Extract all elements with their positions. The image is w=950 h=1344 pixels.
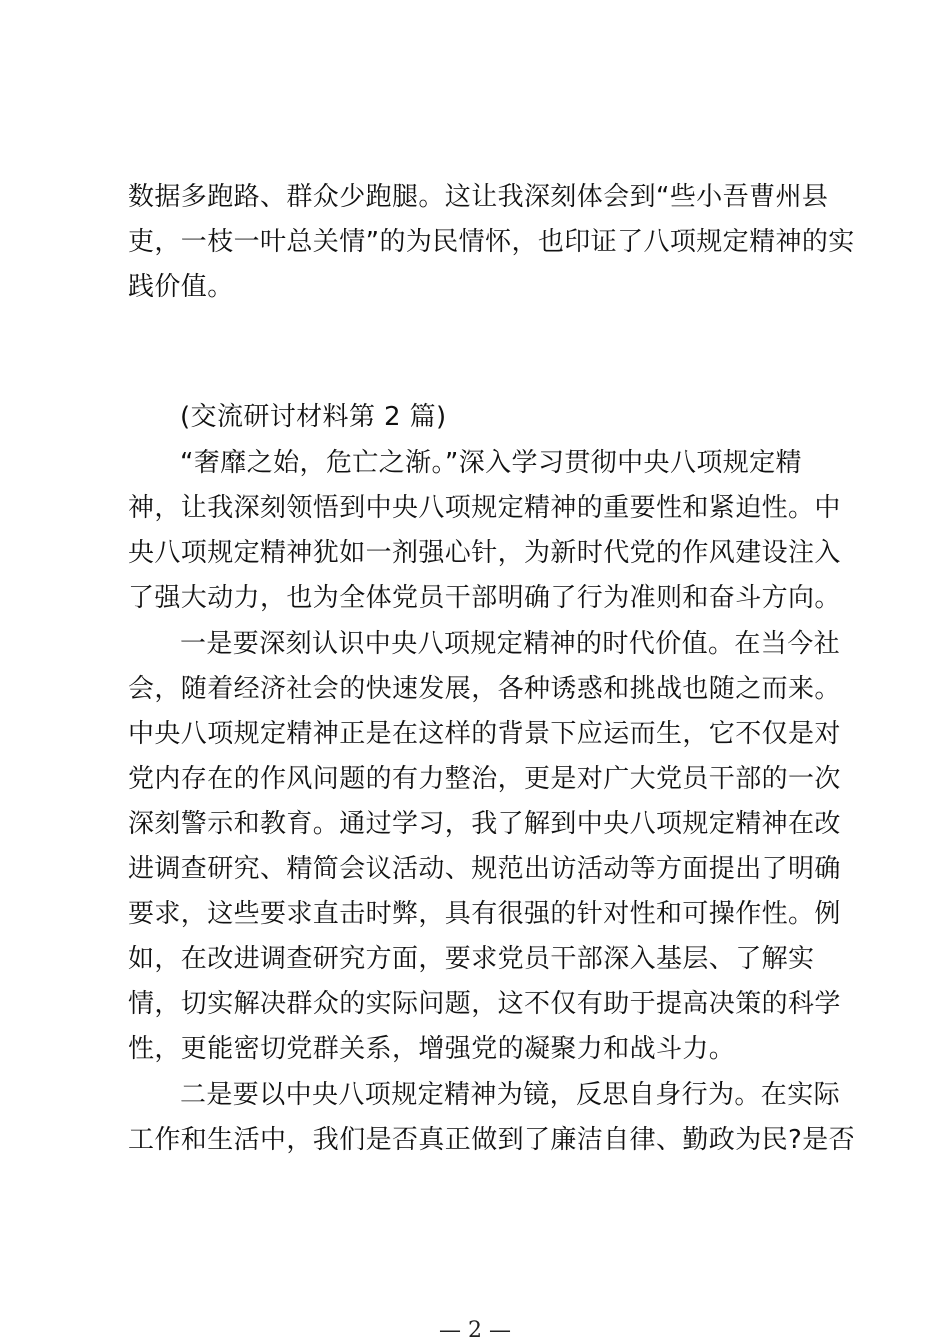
text-line: 二是要以中央八项规定精神为镜，反思自身行为。在实际 <box>180 1080 841 1110</box>
text-line: 践价值。 <box>128 272 234 302</box>
text-line: 中央八项规定精神正是在这样的背景下应运而生，它不仅是对 <box>128 719 841 749</box>
page-number: — 2 — <box>439 1318 511 1343</box>
text-line: 性，更能密切党群关系，增强党的凝聚力和战斗力。 <box>128 1034 736 1064</box>
text-line: 工作和生活中，我们是否真正做到了廉洁自律、勤政为民?是否 <box>128 1125 856 1155</box>
text-line: 神，让我深刻领悟到中央八项规定精神的重要性和紧迫性。中 <box>128 493 841 523</box>
text-line: 如，在改进调查研究方面，要求党员干部深入基层、了解实 <box>128 944 815 974</box>
text-line: 党内存在的作风问题的有力整治，更是对广大党员干部的一次 <box>128 764 841 794</box>
text-line: 要求，这些要求直击时弊，具有很强的针对性和可操作性。例 <box>128 899 841 929</box>
text-line: 深刻警示和教育。通过学习，我了解到中央八项规定精神在改 <box>128 809 841 839</box>
text-line: 情，切实解决群众的实际问题，这不仅有助于提高决策的科学 <box>128 989 841 1019</box>
text-line: “奢靡之始，危亡之渐。”深入学习贯彻中央八项规定精 <box>180 448 802 478</box>
text-line: 会，随着经济社会的快速发展，各种诱惑和挑战也随之而来。 <box>128 674 841 704</box>
text-line: 了强大动力，也为全体党员干部明确了行为准则和奋斗方向。 <box>128 583 841 613</box>
text-line: 数据多跑路、群众少跑腿。这让我深刻体会到“些小吾曹州县 <box>128 182 829 212</box>
text-line: 吏，一枝一叶总关情”的为民情怀，也印证了八项规定精神的实 <box>128 227 855 257</box>
section-heading: (交流研讨材料第 2 篇) <box>180 402 447 432</box>
text-line: 央八项规定精神犹如一剂强心针，为新时代党的作风建设注入 <box>128 538 841 568</box>
text-line: 进调查研究、精简会议活动、规范出访活动等方面提出了明确 <box>128 854 841 884</box>
text-line: 一是要深刻认识中央八项规定精神的时代价值。在当今社 <box>180 629 841 659</box>
